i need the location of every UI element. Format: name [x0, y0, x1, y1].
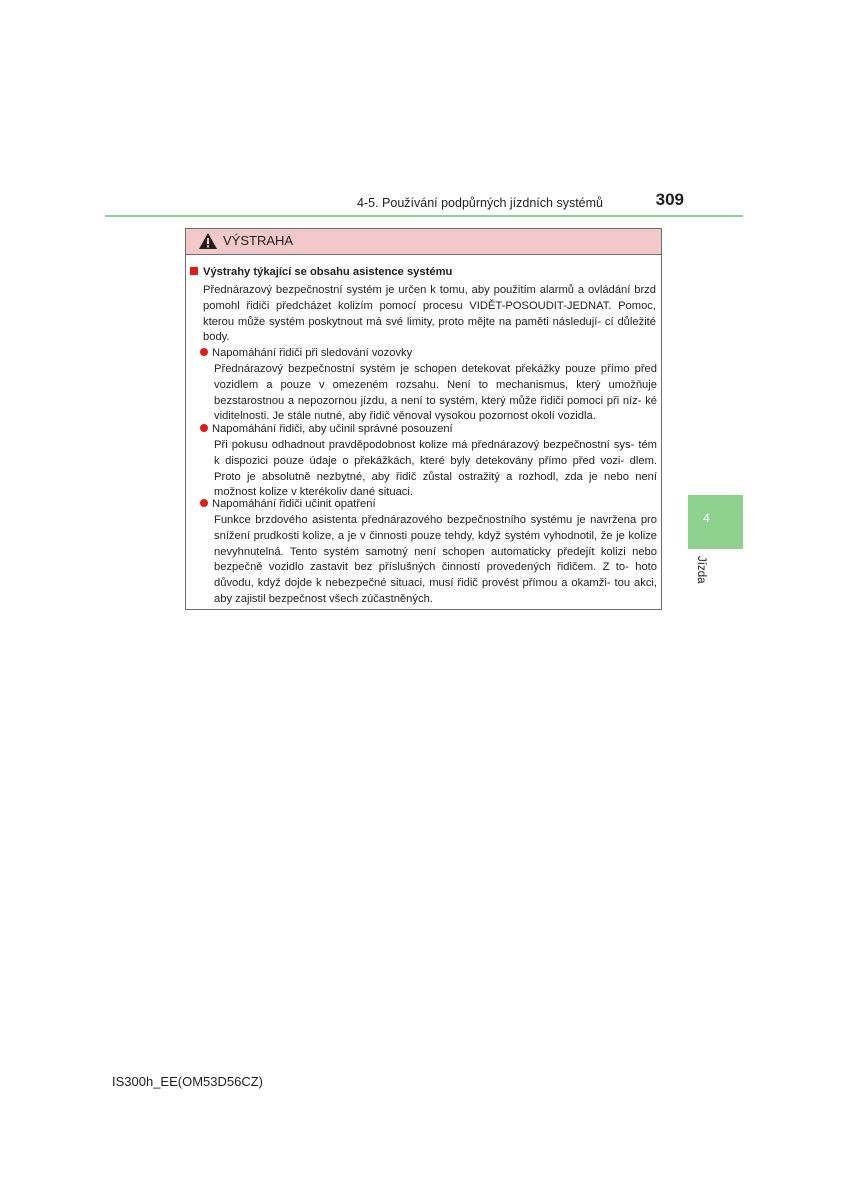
item-body-road-monitoring: Přednárazový bezpečnostní systém je schopen detekovat překážky pouze přímo před vozidlem a pouze v omezeném rozsahu. Není to mechanismus, který umožňuje bezstarostnou a nepozornou jízdu, a není to systém, který může řidiči pomoci při níz- ké viditelnosti. Je stále nutné, aby řidič věnoval vysokou pozornost okolí vozidla.	[214, 363, 658, 423]
header-divider	[105, 215, 743, 217]
item-body-action: Funkce brzdového asistenta přednárazového bezpečnostního systému je navržena pro snížení prudkosti kolize, a je v činnosti pouze tehdy, když systém vyhodnotil, že je kolize nevyhnutelná. Tento systém samotný není schopen automaticky předejít kolizi nebo bezpečně vozidlo zastavit bez příslušných činností provedených řidičem. Z to- hoto důvodu, když dojde k nebezpečné situaci, musí řidič provést přímou a okamži- tou akci, aby zajistil bezpečnost všech zúčastněných.	[214, 514, 658, 605]
item-heading-judgment: Napomáhání řidiči, aby učinil správné posouzení	[200, 423, 453, 435]
warning-title: VÝSTRAHA	[223, 233, 294, 248]
round-bullet-icon	[200, 424, 208, 432]
item-body-judgment: Při pokusu odhadnout pravděpodobnost kolize má přednárazový bezpečnostní sys- tém k dispozici pouze údaje o překážkách, které byly detekovány přímo před vozi- dlem. Proto je absolutně nezbytné, aby řidič zůstal ostražitý a rozhodl, zda je nebo není možnost kolize v kterékoliv dané situaci.	[214, 439, 657, 499]
footer-document-code: IS300h_EE(OM53D56CZ)	[112, 1074, 264, 1089]
item-heading-action: Napomáhání řidiči učinit opatření	[200, 498, 376, 510]
warning-box	[185, 228, 662, 610]
warning-header	[186, 229, 661, 255]
section-heading: Výstrahy týkající se obsahu asistence systému	[190, 266, 452, 278]
round-bullet-icon	[200, 348, 208, 356]
intro-paragraph: Přednárazový bezpečnostní systém je určen k tomu, aby použitím alarmů a ovládání brzd pomohl řidiči předcházet kolizím pomocí procesu VIDĚT-POSOUDIT-JEDNAT. Pomoc, kterou může systém poskytnout má své limity, proto mějte na paměti následují- cí důležité body.	[203, 284, 657, 344]
chapter-number: 4	[703, 511, 710, 525]
square-bullet-icon	[190, 267, 198, 275]
item-heading-road-monitoring: Napomáhání řidiči při sledování vozovky	[200, 347, 412, 359]
chapter-tab	[688, 495, 743, 549]
warning-triangle-icon	[198, 232, 218, 250]
round-bullet-icon	[200, 499, 208, 507]
chapter-label: Jízda	[695, 556, 707, 584]
section-header-title: 4-5. Používání podpůrných jízdních systémů	[357, 196, 603, 210]
page-number: 309	[655, 190, 684, 209]
